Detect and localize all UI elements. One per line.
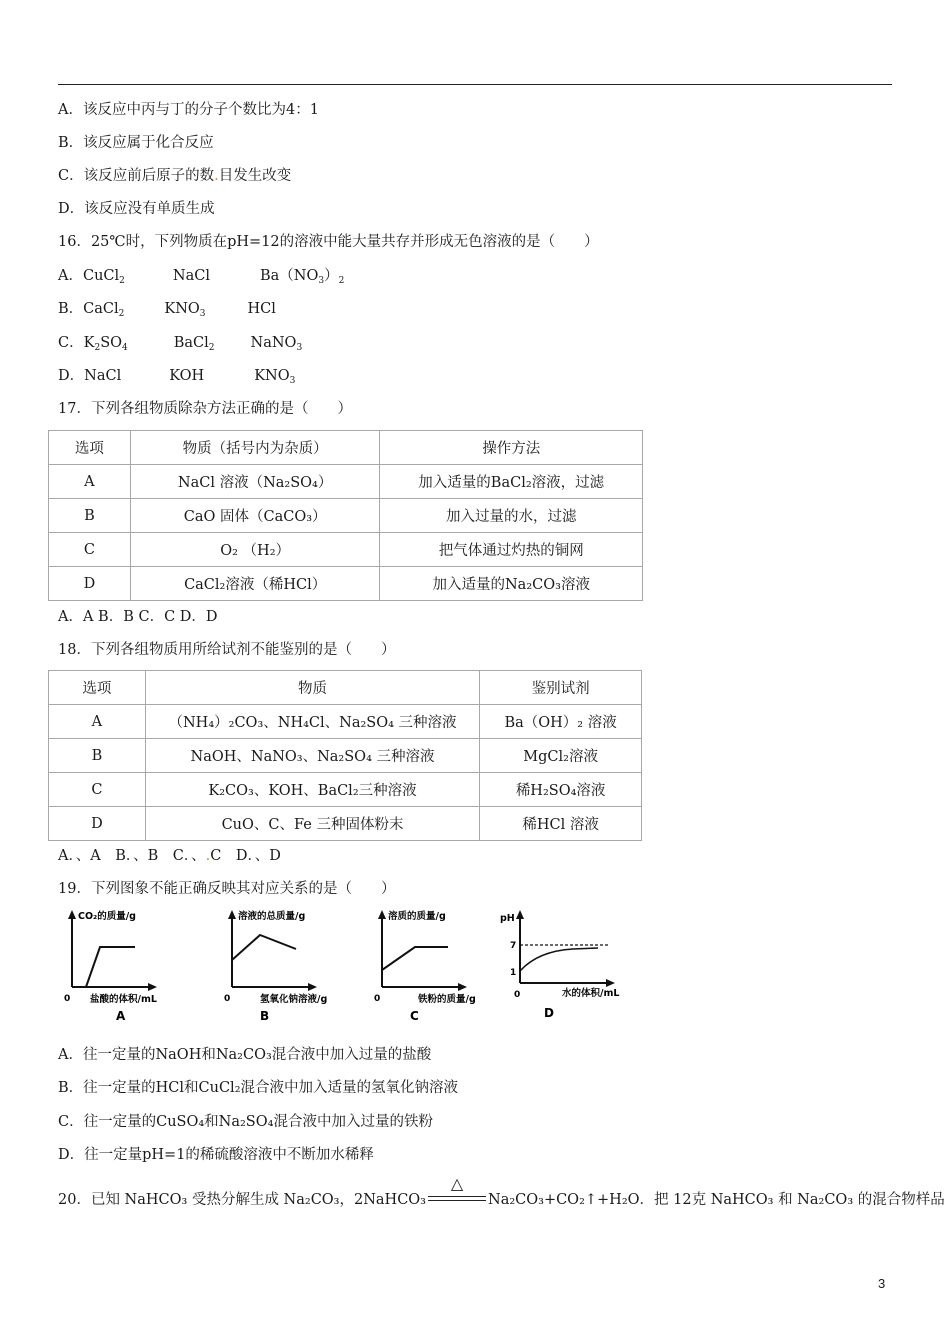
table-row — [49, 499, 643, 533]
graph-d-origin: 0 — [514, 990, 521, 1000]
cell-option: A — [49, 465, 131, 499]
cell-option: B — [49, 739, 146, 773]
cell-method: 把气体通过灼热的铜网 — [380, 533, 643, 567]
cell-substance: NaOH、NaNO₃、Na₂SO₄ 三种溶液 — [145, 739, 479, 773]
cell-method: 加入适量的BaCl₂溶液，过滤 — [380, 465, 643, 499]
graph-a-label: A — [116, 1009, 126, 1023]
q16-option-d: D．NaCl KOH $KNO_3$ — [58, 368, 296, 386]
cell-substance: O₂ （H₂） — [130, 533, 380, 567]
q16-stem: 16．25℃时，下列物质在pH=12的溶液中能大量共存并形成无色溶液的是（ ） — [58, 234, 599, 250]
cell-substance: K₂CO₃、KOH、BaCl₂三种溶液 — [145, 773, 479, 807]
graph-d-ylabel: pH — [500, 913, 515, 924]
table-row — [49, 773, 642, 807]
cell-option: D — [49, 567, 131, 601]
q15-option-b: B．该反应属于化合反应 — [58, 135, 214, 151]
graph-d-label: D — [544, 1006, 554, 1020]
stray-dot: . — [205, 848, 211, 864]
graph-a-origin: 0 — [64, 994, 71, 1004]
header-cell: 操作方法 — [380, 431, 643, 465]
cell-reagent: 稀HCl 溶液 — [480, 807, 642, 841]
table-row — [49, 567, 643, 601]
header-cell: 选项 — [49, 431, 131, 465]
table-row — [49, 465, 643, 499]
cell-substance: NaCl 溶液（Na₂SO₄） — [130, 465, 380, 499]
q17-stem: 17．下列各组物质除杂方法正确的是（ ） — [58, 401, 352, 417]
header-cell: 选项 — [49, 671, 146, 705]
cell-method: 加入过量的水，过滤 — [380, 499, 643, 533]
q18-stem: 18．下列各组物质用所给试剂不能鉴别的是（ ） — [58, 642, 396, 658]
cell-substance: CaO 固体（CaCO₃） — [130, 499, 380, 533]
graph-b — [220, 905, 368, 1025]
q16-option-c: C．$K_2SO_4$ BaCl$_2$ NaNO$_3$ — [58, 335, 303, 353]
q17-answer-options: A．A B．B C．C D．D — [58, 609, 218, 625]
q18-answer-options: A．、A B．、B C．、.C D．、D — [58, 848, 281, 864]
graph-a — [60, 905, 208, 1025]
q15-option-c: C．该反应前后原子的数.目发生改变 — [58, 168, 292, 184]
graph-d — [498, 905, 648, 1025]
cell-method: 加入适量的Na₂CO₃溶液 — [380, 567, 643, 601]
table-row — [49, 739, 642, 773]
table-row — [49, 807, 642, 841]
cell-option: C — [49, 533, 131, 567]
cell-reagent: MgCl₂溶液 — [480, 739, 642, 773]
graph-c-ylabel: 溶质的质量/g — [388, 911, 446, 922]
page-number: 3 — [878, 1276, 886, 1291]
graph-d-xlabel: 水的体积/mL — [562, 988, 620, 999]
table-row — [49, 533, 643, 567]
header-cell: 鉴别试剂 — [480, 671, 642, 705]
cell-substance: CaCl₂溶液（稀HCl） — [130, 567, 380, 601]
q19-stem: 19．下列图象不能正确反映其对应关系的是（ ） — [58, 881, 396, 897]
q19-option-b: B．往一定量的HCl和CuCl₂混合液中加入适量的氢氧化钠溶液 — [58, 1080, 459, 1096]
cell-reagent: 稀H₂SO₄溶液 — [480, 773, 642, 807]
q16-option-b: B．CaCl$_2$ $KNO_3$ HCl — [58, 301, 276, 319]
graph-b-ylabel: 溶液的总质量/g — [238, 911, 306, 922]
q19-option-c: C．往一定量的CuSO₄和Na₂SO₄混合液中加入过量的铁粉 — [58, 1114, 433, 1130]
graph-d-tick-7: 7 — [510, 941, 517, 951]
graph-c — [370, 905, 521, 1025]
cell-substance: CuO、C、Fe 三种固体粉末 — [145, 807, 479, 841]
cell-option: C — [49, 773, 146, 807]
table-header-row — [49, 671, 642, 705]
q19-option-a: A．往一定量的NaOH和Na₂CO₃混合液中加入过量的盐酸 — [58, 1047, 432, 1063]
delta-icon: △ — [450, 1174, 464, 1193]
header-cell: 物质（括号内为杂质） — [130, 431, 380, 465]
q15-option-d: D．该反应没有单质生成 — [58, 201, 215, 217]
q20-line: 20．已知 NaHCO₃ 受热分解生成 Na₂CO₃，2NaHCO₃ △ Na₂CO₃+CO₂↑+H₂O．把 12克 NaHCO₃ 和 Na₂CO₃ 的混合物样品 — [58, 1174, 945, 1208]
graph-b-origin: 0 — [224, 994, 231, 1004]
cell-option: D — [49, 807, 146, 841]
graph-b-xlabel: 氢氧化钠溶液/g — [260, 994, 328, 1005]
graph-a-xlabel: 盐酸的体积/mL — [90, 994, 157, 1005]
q17-table — [48, 430, 643, 601]
graph-c-xlabel: 铁粉的质量/g — [418, 994, 476, 1005]
graph-d-tick-1: 1 — [510, 968, 517, 978]
graph-c-origin: 0 — [374, 994, 381, 1004]
header-cell: 物质 — [145, 671, 479, 705]
graph-c-label: C — [410, 1009, 419, 1023]
graph-a-ylabel: CO₂的质量/g — [78, 911, 136, 922]
heat-condition-sign — [426, 1174, 488, 1210]
cell-option: B — [49, 499, 131, 533]
stray-dot: . — [214, 168, 219, 184]
table-row — [49, 705, 642, 739]
q15-option-a: A．该反应中丙与丁的分子个数比为4：1 — [58, 102, 319, 118]
q19-option-d: D．往一定量pH=1的稀硫酸溶液中不断加水稀释 — [58, 1147, 374, 1163]
header-rule — [58, 84, 892, 85]
q18-table — [48, 670, 642, 841]
cell-option: A — [49, 705, 146, 739]
q16-option-a: A．CuCl$_2$ NaCl $Ba(NO_3)_2$ — [58, 268, 345, 286]
cell-substance: （NH₄）₂CO₃、NH₄Cl、Na₂SO₄ 三种溶液 — [145, 705, 479, 739]
cell-reagent: Ba（OH）₂ 溶液 — [480, 705, 642, 739]
graph-b-label: B — [260, 1009, 270, 1023]
table-header-row — [49, 431, 643, 465]
